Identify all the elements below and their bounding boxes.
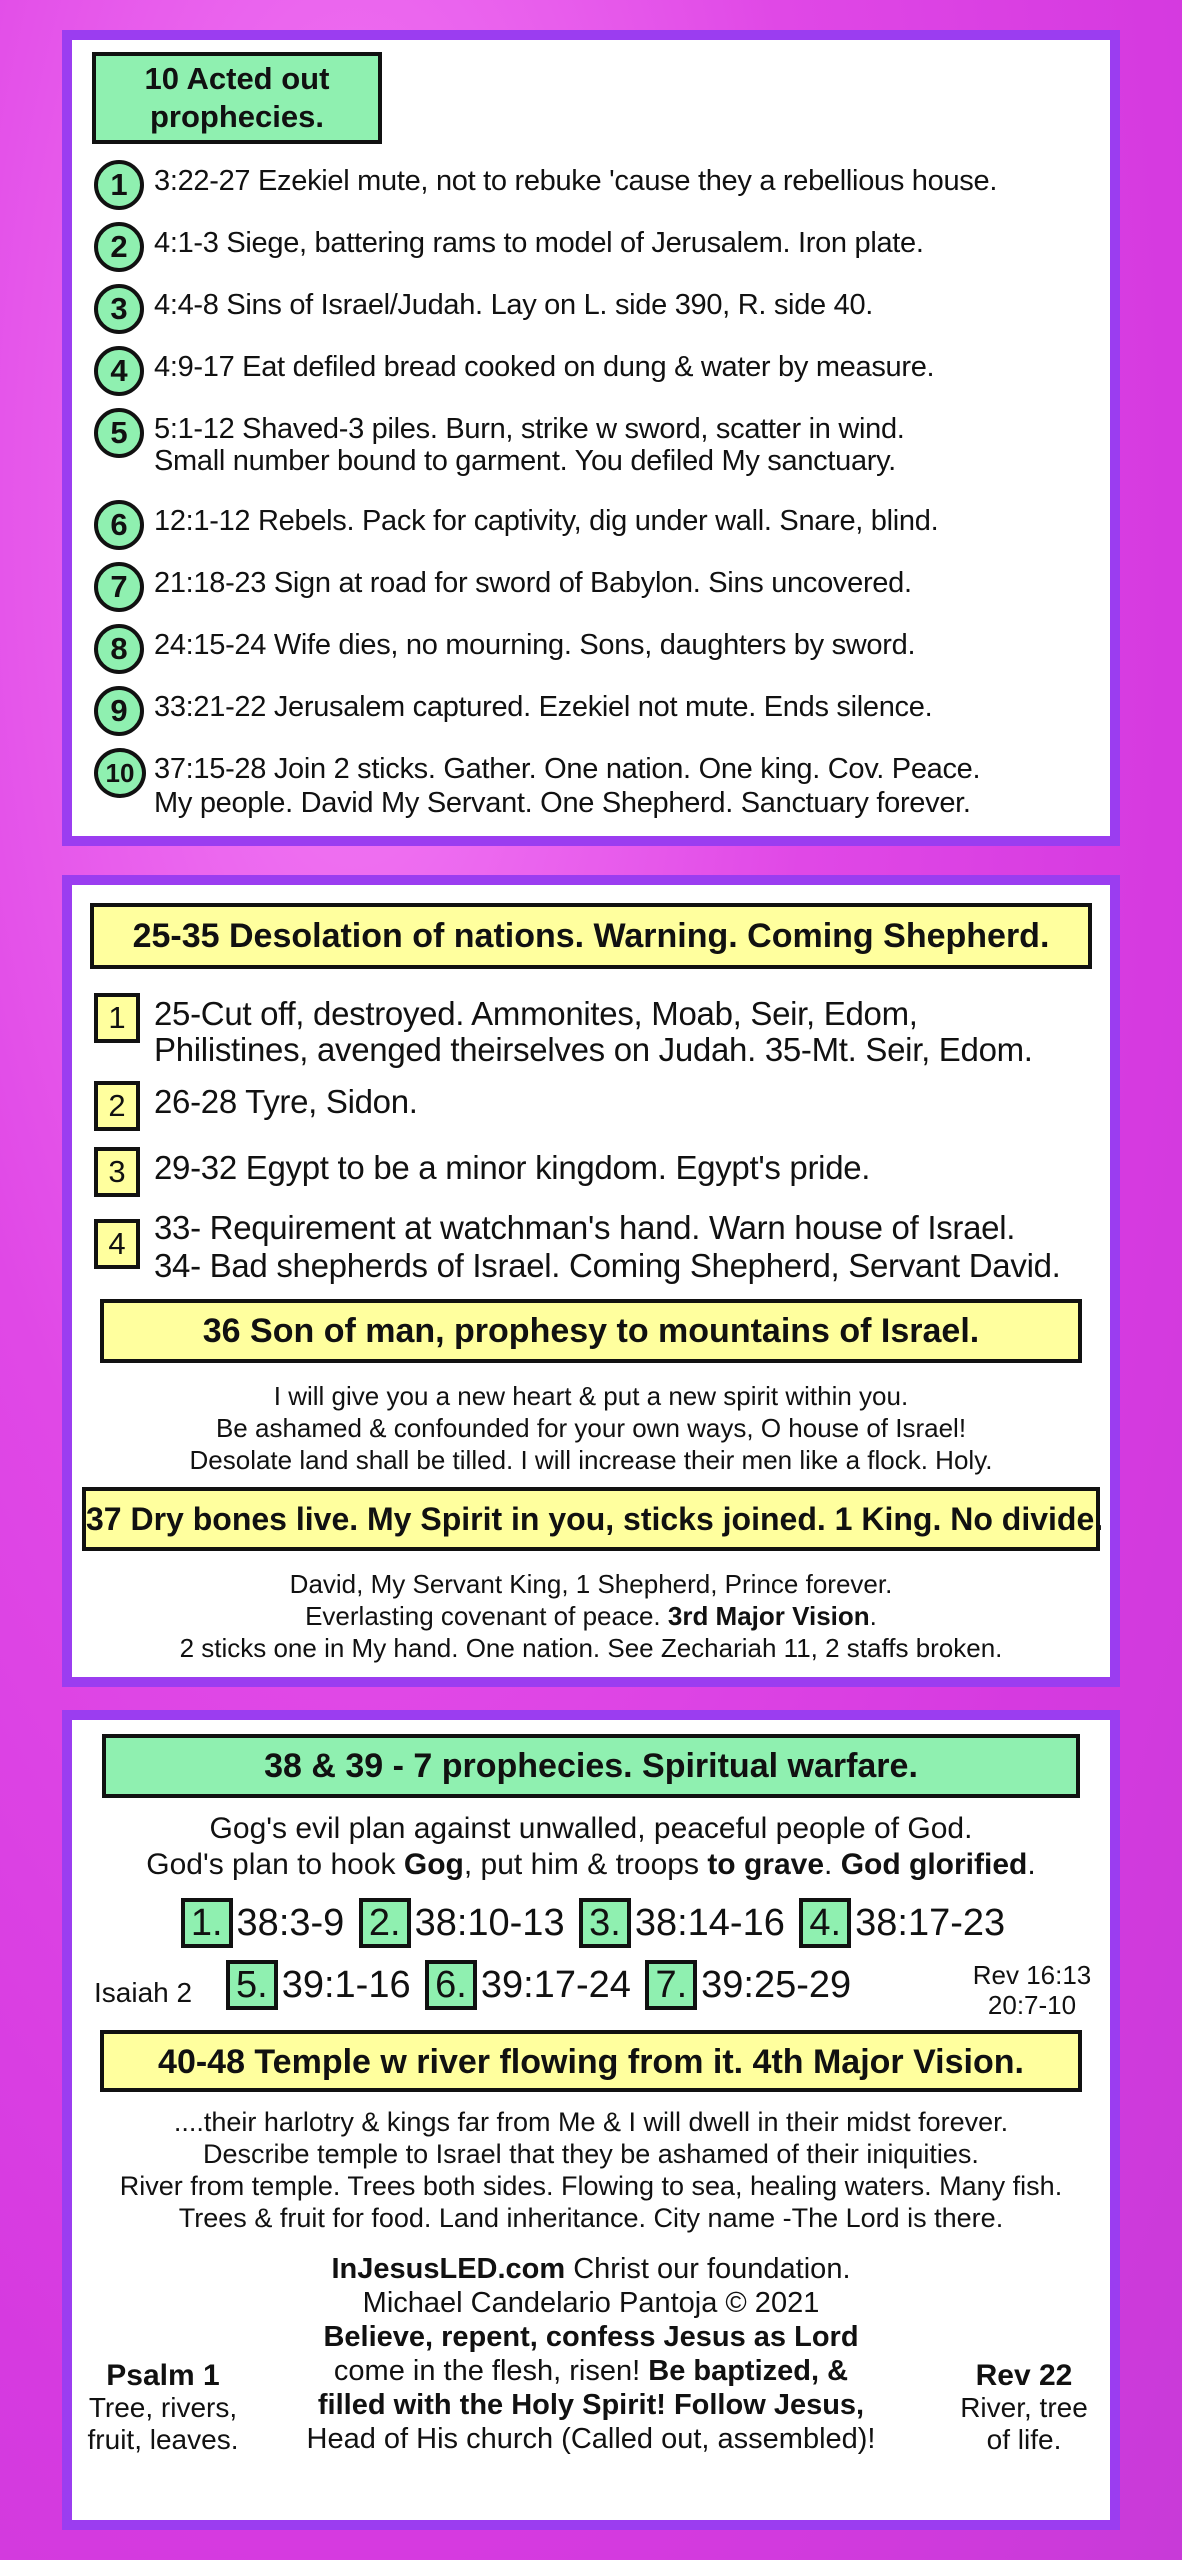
number-square: 3. (579, 1898, 631, 1948)
body-text: Gog's evil plan against unwalled, peaceful people of God. (209, 1812, 973, 1845)
title-line: prophecies. (150, 99, 324, 134)
number-circle: 4 (94, 346, 144, 396)
item-text: 24:15-24 Wife dies, no mourning. Sons, daughters by sword. (154, 629, 916, 661)
bold-text: Be baptized, & (648, 2355, 849, 2387)
item-text: 33- Requirement at watchman's hand. Warn house of Israel. (154, 1209, 1016, 1246)
footer-site-line (72, 2252, 1110, 2286)
item-text-continued: Small number bound to garment. You defiled My sanctuary. (154, 445, 896, 477)
number-square: 6. (425, 1960, 477, 2010)
number-square: 2. (359, 1898, 411, 1948)
bold-text: Believe, repent, confess Jesus as Lord (323, 2321, 859, 2353)
rev22-note (944, 2360, 1104, 2456)
verse-ref: 38:3-9 (236, 1902, 345, 1944)
text-part: . (824, 1848, 841, 1881)
item-text: 37:15-28 Join 2 sticks. Gather. One nation. One king. Cov. Peace. (154, 753, 981, 785)
desolation-panel (62, 875, 1120, 1687)
number-circle: 9 (94, 686, 144, 736)
item-text: 4:9-17 Eat defiled bread cooked on dung & water by measure. (154, 351, 935, 383)
number-square: 4 (94, 1219, 140, 1269)
reference-row-1 (72, 1898, 1110, 1948)
body-text: David, My Servant King, 1 Shepherd, Prince forever. (289, 1569, 893, 1599)
item-text: 26-28 Tyre, Sidon. (154, 1083, 418, 1120)
body-text: I will give you a new heart & put a new spirit within you. (273, 1381, 909, 1411)
number-circle: 5 (94, 408, 144, 458)
number-circle: 6 (94, 500, 144, 550)
item-text-continued: My people. David My Servant. One Shepherd. Sanctuary forever. (154, 787, 971, 819)
body-text: Desolate land shall be tilled. I will increase their men like a flock. Holy. (189, 1445, 993, 1475)
item-text: 33:21-22 Jerusalem captured. Ezekiel not mute. Ends silence. (154, 691, 933, 723)
verse-ref: 39:17-24 (480, 1964, 631, 2006)
psalm-line: Tree, rivers, (88, 2392, 238, 2423)
isaiah-ref: Isaiah 2 (94, 1977, 193, 2008)
rev-ref (962, 1960, 1102, 2020)
footer-text (72, 2320, 1110, 2354)
number-circle: 7 (94, 562, 144, 612)
item-text: 29-32 Egypt to be a minor kingdom. Egypt's pride. (154, 1149, 871, 1186)
site-link[interactable]: InJesusLED.com (331, 2253, 566, 2285)
number-square: 3 (94, 1147, 140, 1197)
number-circle: 1 (94, 160, 144, 210)
body-text: River from temple. Trees both sides. Flowing to sea, healing waters. Many fish. (119, 2171, 1063, 2201)
number-square: 1 (94, 993, 140, 1043)
section-header-37: 37 Dry bones live. My Spirit in you, sticks joined. 1 King. No divide. (82, 1487, 1100, 1551)
rev22-line: of life. (986, 2424, 1062, 2455)
body-text: 2 sticks one in My hand. One nation. See Zechariah 11, 2 staffs broken. (179, 1633, 1003, 1663)
section-header-40-48: 40-48 Temple w river flowing from it. 4th Major Vision. (100, 2030, 1082, 2092)
item-text: 5:1-12 Shaved-3 piles. Burn, strike w sword, scatter in wind. (154, 413, 905, 445)
bold-text: 3rd Major Vision (667, 1601, 870, 1631)
bold-text: God glorified (840, 1848, 1028, 1881)
psalm-line: fruit, leaves. (87, 2424, 239, 2455)
number-square: 5. (226, 1960, 278, 2010)
bold-text: to grave (707, 1848, 825, 1881)
item-text: 25-Cut off, destroyed. Ammonites, Moab, Seir, Edom, (154, 995, 918, 1032)
item-text: 21:18-23 Sign at road for sword of Babylon. Sins uncovered. (154, 567, 912, 599)
number-circle: 3 (94, 284, 144, 334)
number-circle: 2 (94, 222, 144, 272)
psalm-title: Psalm 1 (106, 2359, 220, 2392)
body-text: Describe temple to Israel that they be ashamed of their iniquities. (203, 2139, 979, 2169)
psalm-note (78, 2360, 248, 2456)
body-text: ....their harlotry & kings far from Me & I will dwell in their midst forever. (173, 2107, 1009, 2137)
rev22-title: Rev 22 (975, 2359, 1073, 2392)
bold-text: Gog (403, 1848, 464, 1881)
rev-ref-line: Rev 16:13 (972, 1960, 1092, 1990)
text-part: Christ our foundation. (565, 2253, 851, 2285)
item-text-continued: 34- Bad shepherds of Israel. Coming Shepherd, Servant David. (154, 1247, 1061, 1284)
body-text: Be ashamed & confounded for your own ways, O house of Israel! (215, 1413, 967, 1443)
item-text: 12:1-12 Rebels. Pack for captivity, dig under wall. Snare, blind. (154, 505, 939, 537)
rev-ref-line: 20:7-10 (987, 1990, 1077, 2020)
text-part: , put him & troops (463, 1848, 708, 1881)
section-header-36: 36 Son of man, prophesy to mountains of Israel. (100, 1299, 1082, 1363)
item-text: 4:1-3 Siege, battering rams to model of Jerusalem. Iron plate. (154, 227, 924, 259)
number-circle: 10 (94, 748, 146, 798)
body-text (72, 1848, 1110, 1882)
number-square: 7. (645, 1960, 697, 2010)
verse-ref: 39:1-16 (281, 1964, 411, 2006)
item-text: 3:22-27 Ezekiel mute, not to rebuke 'cause they a rebellious house. (154, 165, 998, 197)
section-header-25-35: 25-35 Desolation of nations. Warning. Coming Shepherd. (90, 903, 1092, 969)
author-credit: Michael Candelario Pantoja © 2021 (362, 2287, 820, 2319)
acted-prophecies-panel (62, 30, 1120, 846)
footer-text: Head of His church (Called out, assembled)! (306, 2423, 876, 2455)
text-part: . (869, 1601, 877, 1631)
number-circle: 8 (94, 624, 144, 674)
number-square: 4. (799, 1898, 851, 1948)
body-text: Trees & fruit for food. Land inheritance. City name -The Lord is there. (178, 2203, 1004, 2233)
spiritual-warfare-panel (62, 1710, 1120, 2530)
item-text-continued: Philistines, avenged theirselves on Judah. 35-Mt. Seir, Edom. (154, 1031, 1033, 1068)
section-header-38-39: 38 & 39 - 7 prophecies. Spiritual warfare. (102, 1734, 1080, 1798)
text-part: . (1027, 1848, 1036, 1881)
text-part: Everlasting covenant of peace. (305, 1601, 668, 1631)
verse-ref: 38:17-23 (855, 1902, 1006, 1944)
verse-ref: 38:14-16 (634, 1902, 785, 1944)
body-text (72, 1601, 1110, 1631)
panel1-title (92, 52, 382, 144)
title-line: 10 Acted out (144, 61, 330, 96)
text-part: come in the flesh, risen! (333, 2355, 649, 2387)
bold-text: filled with the Holy Spirit! Follow Jesus, (317, 2389, 865, 2421)
verse-ref: 39:25-29 (701, 1964, 852, 2006)
number-square: 2 (94, 1081, 140, 1131)
rev22-line: River, tree (960, 2392, 1088, 2423)
reference-row-2 (222, 1960, 851, 2010)
text-part: God's plan to hook (146, 1848, 404, 1881)
item-text: 4:4-8 Sins of Israel/Judah. Lay on L. side 390, R. side 40. (154, 289, 874, 321)
number-square: 1. (181, 1898, 233, 1948)
verse-ref: 38:10-13 (414, 1902, 565, 1944)
